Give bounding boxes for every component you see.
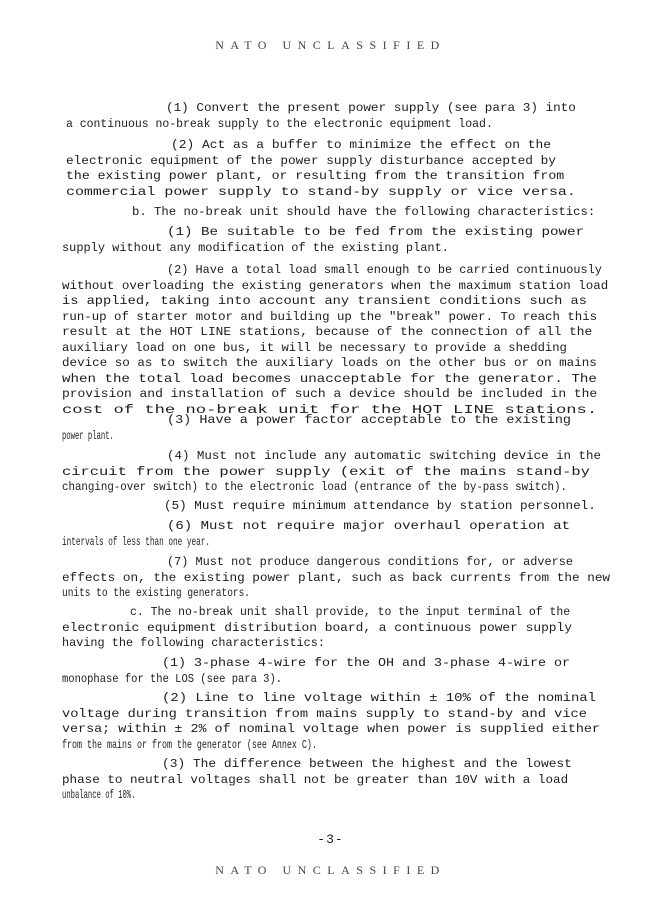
paragraph-b: b. The no-break unit should have the following characteristics:	[132, 205, 596, 219]
paragraph-b1: (1) Be suitable to be fed from the existing power supply without any modification of the existing plant.	[62, 225, 585, 255]
paragraph-b2: (2) Have a total load small enough to be carried continuously without overloading the existing generators when the maximum station load is applied, taking into account any transient conditions such as run-up of starter motor and building up the "break" power. To reach this result at the HOT LINE stations, because of the connection of all the auxiliary load on one bus, it will be necessary to provide a shedding device so as to switch the auxiliary loads on the other bus or on mains when the total load becomes unacceptable for the generator. The provision and installation of such a device should be included in the cost of the no-break unit for the HOT LINE stations.	[62, 263, 609, 417]
paragraph-c1: (1) 3-phase 4-wire for the OH and 3-phase 4-wire or monophase for the LOS (see para 3).	[62, 656, 571, 686]
page-number: -3-	[317, 832, 344, 847]
paragraph-c3: (3) The difference between the highest and the lowest phase to neutral voltages shall not be greater than 10V with a load unbalance of 10%.	[62, 757, 572, 802]
paragraph-a2: (2) Act as a buffer to minimize the effect on the electronic equipment of the power supply disturbance accepted by the existing power plant, or resulting from the transition from commercial power supply to stand-by supply or vice versa.	[66, 138, 576, 199]
paragraph-b4: (4) Must not include any automatic switching device in the circuit from the power supply (exit of the mains stand-by changing-over switch) to the electronic load (entrance of the by-pass switch).	[62, 449, 601, 494]
paragraph-c: c. The no-break unit shall provide, to the input terminal of the electronic equipment distribution board, a continuous power supply having the following characteristics:	[62, 605, 572, 650]
paragraph-b7: (7) Must not produce dangerous conditions for, or adverse effects on, the existing power plant, such as back currents from the new units to the existing generators.	[62, 555, 611, 600]
classification-footer: NATO UNCLASSIFIED	[215, 863, 446, 877]
paragraph-b5: (5) Must require minimum attendance by station personnel.	[164, 499, 596, 513]
paragraph-b3: (3) Have a power factor acceptable to the existing power plant.	[62, 413, 571, 443]
classification-header: NATO UNCLASSIFIED	[215, 38, 446, 52]
paragraph-c2: (2) Line to line voltage within ± 10% of the nominal voltage during transition from mains supply to stand-by and vice versa; within ± 2% of nominal voltage when power is supplied either from the mains or from the generator (see Annex C).	[62, 691, 600, 752]
paragraph-b6: (6) Must not require major overhaul operation at intervals of less than one year.	[62, 519, 571, 549]
paragraph-a1: (1) Convert the present power supply (see para 3) into a continuous no-break supply to the electronic equipment load.	[66, 101, 576, 131]
